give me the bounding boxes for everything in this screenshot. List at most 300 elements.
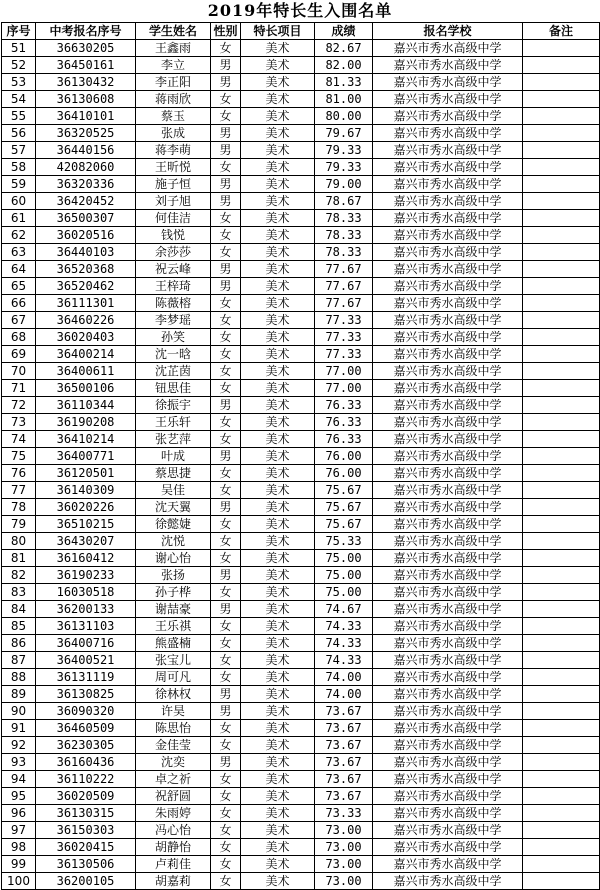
- cell-index: 88: [2, 669, 36, 686]
- cell-student-name: 张成: [136, 125, 211, 142]
- cell-registration-no: 36020516: [36, 227, 136, 244]
- cell-index: 60: [2, 193, 36, 210]
- results-table: [1, 22, 600, 890]
- cell-score: 75.00: [315, 584, 373, 601]
- cell-gender: 女: [211, 431, 241, 448]
- cell-score: 77.67: [315, 278, 373, 295]
- cell-school: 嘉兴市秀水高级中学: [373, 720, 523, 737]
- cell-registration-no: 36110344: [36, 397, 136, 414]
- cell-gender: 女: [211, 363, 241, 380]
- cell-remarks: [523, 737, 600, 754]
- cell-student-name: 谢喆豪: [136, 601, 211, 618]
- cell-student-name: 朱雨婷: [136, 805, 211, 822]
- cell-score: 76.33: [315, 397, 373, 414]
- cell-gender: 女: [211, 873, 241, 890]
- cell-remarks: [523, 516, 600, 533]
- cell-index: 72: [2, 397, 36, 414]
- cell-index: 77: [2, 482, 36, 499]
- cell-score: 74.67: [315, 601, 373, 618]
- table-row: [2, 125, 600, 142]
- cell-registration-no: 36130506: [36, 856, 136, 873]
- table-row: [2, 346, 600, 363]
- cell-index: 66: [2, 295, 36, 312]
- table-row: [2, 40, 600, 57]
- cell-registration-no: 36400521: [36, 652, 136, 669]
- cell-registration-no: 36630205: [36, 40, 136, 57]
- cell-index: 59: [2, 176, 36, 193]
- cell-student-name: 徐懿婕: [136, 516, 211, 533]
- cell-student-name: 王乐轩: [136, 414, 211, 431]
- table-row: [2, 788, 600, 805]
- cell-index: 68: [2, 329, 36, 346]
- cell-school: 嘉兴市秀水高级中学: [373, 346, 523, 363]
- cell-student-name: 胡静怡: [136, 839, 211, 856]
- cell-index: 71: [2, 380, 36, 397]
- cell-student-name: 祝舒圆: [136, 788, 211, 805]
- cell-school: 嘉兴市秀水高级中学: [373, 227, 523, 244]
- cell-index: 56: [2, 125, 36, 142]
- cell-registration-no: 36190208: [36, 414, 136, 431]
- cell-school: 嘉兴市秀水高级中学: [373, 125, 523, 142]
- cell-score: 75.67: [315, 482, 373, 499]
- cell-gender: 女: [211, 346, 241, 363]
- cell-registration-no: 16030518: [36, 584, 136, 601]
- cell-student-name: 吴佳: [136, 482, 211, 499]
- header-score: 成绩: [315, 23, 373, 40]
- cell-score: 81.33: [315, 74, 373, 91]
- cell-index: 69: [2, 346, 36, 363]
- cell-remarks: [523, 635, 600, 652]
- table-row: [2, 567, 600, 584]
- cell-specialty: 美术: [241, 57, 315, 74]
- cell-specialty: 美术: [241, 822, 315, 839]
- cell-school: 嘉兴市秀水高级中学: [373, 584, 523, 601]
- cell-remarks: [523, 227, 600, 244]
- cell-score: 73.67: [315, 771, 373, 788]
- cell-registration-no: 36130608: [36, 91, 136, 108]
- cell-student-name: 钱悦: [136, 227, 211, 244]
- cell-remarks: [523, 618, 600, 635]
- table-row: [2, 431, 600, 448]
- table-row: [2, 448, 600, 465]
- cell-specialty: 美术: [241, 703, 315, 720]
- cell-registration-no: 36020509: [36, 788, 136, 805]
- cell-remarks: [523, 125, 600, 142]
- cell-gender: 女: [211, 788, 241, 805]
- cell-student-name: 沈天翼: [136, 499, 211, 516]
- table-row: [2, 669, 600, 686]
- table-row: [2, 839, 600, 856]
- cell-school: 嘉兴市秀水高级中学: [373, 329, 523, 346]
- cell-specialty: 美术: [241, 312, 315, 329]
- cell-score: 82.67: [315, 40, 373, 57]
- table-row: [2, 108, 600, 125]
- cell-specialty: 美术: [241, 601, 315, 618]
- cell-remarks: [523, 91, 600, 108]
- cell-gender: 女: [211, 108, 241, 125]
- cell-remarks: [523, 295, 600, 312]
- cell-gender: 男: [211, 754, 241, 771]
- table-row: [2, 584, 600, 601]
- cell-school: 嘉兴市秀水高级中学: [373, 176, 523, 193]
- table-row: [2, 142, 600, 159]
- cell-gender: 女: [211, 40, 241, 57]
- cell-remarks: [523, 448, 600, 465]
- cell-index: 74: [2, 431, 36, 448]
- cell-gender: 男: [211, 142, 241, 159]
- cell-student-name: 张宝儿: [136, 652, 211, 669]
- cell-gender: 男: [211, 448, 241, 465]
- cell-index: 97: [2, 822, 36, 839]
- cell-index: 73: [2, 414, 36, 431]
- cell-registration-no: 36520462: [36, 278, 136, 295]
- cell-student-name: 卢莉佳: [136, 856, 211, 873]
- cell-school: 嘉兴市秀水高级中学: [373, 669, 523, 686]
- cell-registration-no: 36400611: [36, 363, 136, 380]
- cell-gender: 女: [211, 533, 241, 550]
- cell-remarks: [523, 57, 600, 74]
- cell-index: 61: [2, 210, 36, 227]
- cell-registration-no: 36090320: [36, 703, 136, 720]
- cell-registration-no: 36111301: [36, 295, 136, 312]
- cell-score: 77.33: [315, 329, 373, 346]
- cell-index: 96: [2, 805, 36, 822]
- cell-student-name: 孙笑: [136, 329, 211, 346]
- cell-registration-no: 36140309: [36, 482, 136, 499]
- cell-school: 嘉兴市秀水高级中学: [373, 873, 523, 890]
- cell-gender: 男: [211, 601, 241, 618]
- cell-gender: 男: [211, 397, 241, 414]
- cell-student-name: 徐振宇: [136, 397, 211, 414]
- cell-remarks: [523, 873, 600, 890]
- cell-specialty: 美术: [241, 686, 315, 703]
- cell-specialty: 美术: [241, 805, 315, 822]
- cell-gender: 女: [211, 805, 241, 822]
- cell-gender: 女: [211, 618, 241, 635]
- cell-score: 77.00: [315, 380, 373, 397]
- cell-gender: 女: [211, 312, 241, 329]
- cell-student-name: 蒋雨欣: [136, 91, 211, 108]
- cell-remarks: [523, 40, 600, 57]
- cell-score: 81.00: [315, 91, 373, 108]
- cell-index: 63: [2, 244, 36, 261]
- cell-specialty: 美术: [241, 652, 315, 669]
- cell-score: 78.33: [315, 244, 373, 261]
- table-body: [2, 40, 600, 890]
- cell-student-name: 徐林权: [136, 686, 211, 703]
- cell-index: 75: [2, 448, 36, 465]
- table-row: [2, 720, 600, 737]
- cell-registration-no: 36200133: [36, 601, 136, 618]
- cell-school: 嘉兴市秀水高级中学: [373, 482, 523, 499]
- cell-remarks: [523, 312, 600, 329]
- cell-index: 87: [2, 652, 36, 669]
- cell-remarks: [523, 176, 600, 193]
- cell-specialty: 美术: [241, 482, 315, 499]
- cell-remarks: [523, 805, 600, 822]
- cell-gender: 男: [211, 261, 241, 278]
- cell-specialty: 美术: [241, 244, 315, 261]
- cell-student-name: 陈思怡: [136, 720, 211, 737]
- cell-school: 嘉兴市秀水高级中学: [373, 822, 523, 839]
- cell-school: 嘉兴市秀水高级中学: [373, 108, 523, 125]
- cell-remarks: [523, 499, 600, 516]
- cell-gender: 男: [211, 125, 241, 142]
- cell-student-name: 陈薇榕: [136, 295, 211, 312]
- cell-score: 74.33: [315, 635, 373, 652]
- cell-registration-no: 36430207: [36, 533, 136, 550]
- header-specialty: 特长项目: [241, 23, 315, 40]
- cell-index: 84: [2, 601, 36, 618]
- table-row: [2, 329, 600, 346]
- cell-school: 嘉兴市秀水高级中学: [373, 652, 523, 669]
- cell-score: 77.67: [315, 261, 373, 278]
- cell-registration-no: 36400214: [36, 346, 136, 363]
- cell-registration-no: 36020415: [36, 839, 136, 856]
- cell-school: 嘉兴市秀水高级中学: [373, 550, 523, 567]
- table-row: [2, 244, 600, 261]
- cell-specialty: 美术: [241, 856, 315, 873]
- cell-student-name: 蔡思捷: [136, 465, 211, 482]
- cell-school: 嘉兴市秀水高级中学: [373, 601, 523, 618]
- cell-school: 嘉兴市秀水高级中学: [373, 805, 523, 822]
- cell-student-name: 李立: [136, 57, 211, 74]
- cell-specialty: 美术: [241, 397, 315, 414]
- cell-gender: 女: [211, 822, 241, 839]
- cell-specialty: 美术: [241, 278, 315, 295]
- cell-remarks: [523, 159, 600, 176]
- table-row: [2, 210, 600, 227]
- cell-specialty: 美术: [241, 210, 315, 227]
- cell-gender: 女: [211, 414, 241, 431]
- table-row: [2, 363, 600, 380]
- cell-remarks: [523, 397, 600, 414]
- cell-index: 100: [2, 873, 36, 890]
- cell-remarks: [523, 431, 600, 448]
- cell-score: 73.67: [315, 754, 373, 771]
- table-row: [2, 652, 600, 669]
- cell-index: 79: [2, 516, 36, 533]
- cell-student-name: 张艺萍: [136, 431, 211, 448]
- cell-index: 99: [2, 856, 36, 873]
- cell-score: 75.00: [315, 567, 373, 584]
- table-header-row: [2, 23, 600, 40]
- cell-registration-no: 36440156: [36, 142, 136, 159]
- cell-remarks: [523, 278, 600, 295]
- cell-registration-no: 36420452: [36, 193, 136, 210]
- cell-registration-no: 36130315: [36, 805, 136, 822]
- cell-gender: 女: [211, 771, 241, 788]
- table-row: [2, 601, 600, 618]
- cell-gender: 女: [211, 91, 241, 108]
- table-row: [2, 414, 600, 431]
- cell-index: 85: [2, 618, 36, 635]
- cell-school: 嘉兴市秀水高级中学: [373, 363, 523, 380]
- cell-registration-no: 36131119: [36, 669, 136, 686]
- cell-registration-no: 36230305: [36, 737, 136, 754]
- cell-school: 嘉兴市秀水高级中学: [373, 839, 523, 856]
- cell-score: 73.67: [315, 788, 373, 805]
- cell-registration-no: 36130432: [36, 74, 136, 91]
- table-row: [2, 193, 600, 210]
- cell-gender: 男: [211, 686, 241, 703]
- cell-score: 75.67: [315, 516, 373, 533]
- cell-remarks: [523, 346, 600, 363]
- cell-specialty: 美术: [241, 108, 315, 125]
- cell-specialty: 美术: [241, 346, 315, 363]
- cell-registration-no: 36200105: [36, 873, 136, 890]
- page-title: 2019年特长生入围名单: [207, 1, 393, 20]
- table-row: [2, 533, 600, 550]
- cell-school: 嘉兴市秀水高级中学: [373, 91, 523, 108]
- table-row: [2, 74, 600, 91]
- cell-specialty: 美术: [241, 788, 315, 805]
- cell-registration-no: 36320336: [36, 176, 136, 193]
- cell-gender: 女: [211, 720, 241, 737]
- cell-index: 98: [2, 839, 36, 856]
- cell-remarks: [523, 686, 600, 703]
- cell-remarks: [523, 142, 600, 159]
- cell-student-name: 许昊: [136, 703, 211, 720]
- cell-remarks: [523, 839, 600, 856]
- cell-school: 嘉兴市秀水高级中学: [373, 635, 523, 652]
- cell-score: 73.67: [315, 737, 373, 754]
- cell-school: 嘉兴市秀水高级中学: [373, 57, 523, 74]
- cell-school: 嘉兴市秀水高级中学: [373, 159, 523, 176]
- cell-school: 嘉兴市秀水高级中学: [373, 754, 523, 771]
- cell-school: 嘉兴市秀水高级中学: [373, 210, 523, 227]
- cell-gender: 男: [211, 278, 241, 295]
- cell-gender: 女: [211, 584, 241, 601]
- cell-student-name: 施子恒: [136, 176, 211, 193]
- cell-student-name: 何佳洁: [136, 210, 211, 227]
- cell-specialty: 美术: [241, 550, 315, 567]
- cell-specialty: 美术: [241, 380, 315, 397]
- cell-student-name: 谢心怡: [136, 550, 211, 567]
- cell-score: 79.33: [315, 142, 373, 159]
- cell-specialty: 美术: [241, 567, 315, 584]
- cell-score: 79.33: [315, 159, 373, 176]
- cell-student-name: 王鑫雨: [136, 40, 211, 57]
- cell-registration-no: 36120501: [36, 465, 136, 482]
- cell-gender: 男: [211, 193, 241, 210]
- cell-registration-no: 36160412: [36, 550, 136, 567]
- cell-specialty: 美术: [241, 91, 315, 108]
- cell-school: 嘉兴市秀水高级中学: [373, 703, 523, 720]
- cell-gender: 女: [211, 550, 241, 567]
- cell-score: 77.00: [315, 363, 373, 380]
- cell-remarks: [523, 567, 600, 584]
- cell-score: 75.00: [315, 550, 373, 567]
- cell-score: 73.00: [315, 856, 373, 873]
- cell-student-name: 李正阳: [136, 74, 211, 91]
- cell-gender: 女: [211, 465, 241, 482]
- cell-student-name: 周可凡: [136, 669, 211, 686]
- cell-remarks: [523, 856, 600, 873]
- cell-gender: 女: [211, 856, 241, 873]
- cell-remarks: [523, 754, 600, 771]
- cell-registration-no: 36510215: [36, 516, 136, 533]
- cell-index: 54: [2, 91, 36, 108]
- cell-registration-no: 36160436: [36, 754, 136, 771]
- cell-registration-no: 36410101: [36, 108, 136, 125]
- cell-specialty: 美术: [241, 635, 315, 652]
- cell-student-name: 王乐祺: [136, 618, 211, 635]
- table-row: [2, 516, 600, 533]
- cell-student-name: 卓之祈: [136, 771, 211, 788]
- cell-school: 嘉兴市秀水高级中学: [373, 312, 523, 329]
- table-row: [2, 227, 600, 244]
- cell-student-name: 沈悦: [136, 533, 211, 550]
- table-row: [2, 91, 600, 108]
- cell-specialty: 美术: [241, 465, 315, 482]
- cell-remarks: [523, 771, 600, 788]
- cell-gender: 女: [211, 159, 241, 176]
- cell-student-name: 祝云峰: [136, 261, 211, 278]
- cell-remarks: [523, 584, 600, 601]
- header-remarks: 备注: [523, 23, 600, 40]
- cell-specialty: 美术: [241, 329, 315, 346]
- table-row: [2, 482, 600, 499]
- cell-school: 嘉兴市秀水高级中学: [373, 414, 523, 431]
- table-row: [2, 499, 600, 516]
- cell-remarks: [523, 261, 600, 278]
- table-row: [2, 635, 600, 652]
- cell-specialty: 美术: [241, 414, 315, 431]
- cell-student-name: 冯心怡: [136, 822, 211, 839]
- cell-score: 76.00: [315, 465, 373, 482]
- cell-remarks: [523, 550, 600, 567]
- cell-registration-no: 36400716: [36, 635, 136, 652]
- cell-specialty: 美术: [241, 448, 315, 465]
- cell-remarks: [523, 244, 600, 261]
- table-row: [2, 550, 600, 567]
- table-row: [2, 754, 600, 771]
- cell-school: 嘉兴市秀水高级中学: [373, 244, 523, 261]
- cell-remarks: [523, 822, 600, 839]
- cell-remarks: [523, 210, 600, 227]
- cell-index: 80: [2, 533, 36, 550]
- cell-remarks: [523, 720, 600, 737]
- cell-index: 83: [2, 584, 36, 601]
- cell-score: 73.33: [315, 805, 373, 822]
- cell-score: 73.67: [315, 703, 373, 720]
- cell-student-name: 刘子旭: [136, 193, 211, 210]
- cell-school: 嘉兴市秀水高级中学: [373, 261, 523, 278]
- table-row: [2, 57, 600, 74]
- cell-student-name: 胡嘉莉: [136, 873, 211, 890]
- cell-gender: 男: [211, 57, 241, 74]
- table-row: [2, 703, 600, 720]
- cell-gender: 女: [211, 244, 241, 261]
- cell-registration-no: 36500307: [36, 210, 136, 227]
- cell-remarks: [523, 669, 600, 686]
- cell-specialty: 美术: [241, 40, 315, 57]
- cell-score: 74.00: [315, 669, 373, 686]
- cell-gender: 女: [211, 516, 241, 533]
- table-row: [2, 159, 600, 176]
- cell-school: 嘉兴市秀水高级中学: [373, 465, 523, 482]
- table-row: [2, 176, 600, 193]
- table-row: [2, 822, 600, 839]
- cell-index: 58: [2, 159, 36, 176]
- header-registration-no: 中考报名序号: [36, 23, 136, 40]
- cell-specialty: 美术: [241, 142, 315, 159]
- cell-score: 74.33: [315, 618, 373, 635]
- cell-school: 嘉兴市秀水高级中学: [373, 856, 523, 873]
- cell-student-name: 沈奕: [136, 754, 211, 771]
- cell-remarks: [523, 363, 600, 380]
